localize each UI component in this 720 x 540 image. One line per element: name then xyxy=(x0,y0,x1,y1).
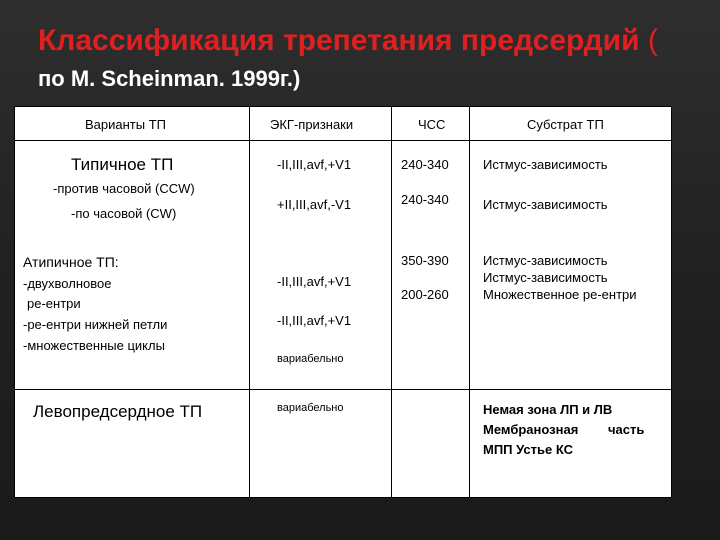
left-atrial-ekg: вариабельно xyxy=(277,402,344,414)
atypical-ekg-3: вариабельно xyxy=(277,353,344,365)
typical-substrate-1: Истмус-зависимость xyxy=(483,157,608,172)
atypical-line-4: -множественные циклы xyxy=(23,338,165,353)
atypical-ekg-2: -II,III,avf,+V1 xyxy=(277,313,352,328)
atypical-ekg-1: -II,III,avf,+V1 xyxy=(277,274,352,289)
column-divider-2 xyxy=(391,107,392,497)
left-atrial-substrate-3: МПП Устье КС xyxy=(483,442,573,457)
typical-substrate-2: Истмус-зависимость xyxy=(483,197,608,212)
header-hr: ЧСС xyxy=(418,117,446,132)
header-substrate: Субстрат ТП xyxy=(527,117,604,132)
left-atrial-substrate-1: Немая зона ЛП и ЛВ xyxy=(483,402,613,417)
typical-name: Типичное ТП xyxy=(71,155,174,174)
title-text: Классификация трепетания предсердий xyxy=(38,24,640,57)
typical-ccw: -против часовой (CCW) xyxy=(53,181,195,196)
slide-title xyxy=(38,24,718,58)
classification-table xyxy=(14,106,672,498)
row-divider xyxy=(15,389,671,390)
header-variants: Варианты ТП xyxy=(85,117,166,132)
typical-hr-2: 240-340 xyxy=(401,192,449,207)
atypical-line-2: ре-ентри xyxy=(27,296,81,311)
column-divider-1 xyxy=(249,107,250,497)
typical-cw: -по часовой (CW) xyxy=(71,206,177,221)
atypical-hr-2: 200-260 xyxy=(401,287,449,302)
atypical-substrate-1: Истмус-зависимость xyxy=(483,253,608,268)
header-divider xyxy=(15,140,671,141)
left-atrial-substrate-2b: часть xyxy=(608,422,645,437)
atypical-line-3: -ре-ентри нижней петли xyxy=(23,317,168,332)
atypical-hr-1: 350-390 xyxy=(401,253,449,268)
slide-subtitle: по M. Scheinman. 1999г.) xyxy=(38,66,301,91)
atypical-substrate-2: Истмус-зависимость xyxy=(483,270,608,285)
atypical-line-1: -двухволновое xyxy=(23,276,112,291)
column-divider-3 xyxy=(469,107,470,497)
typical-ekg-2: +II,III,avf,-V1 xyxy=(277,197,352,212)
typical-hr-1: 240-340 xyxy=(401,157,449,172)
typical-ekg-1: -II,III,avf,+V1 xyxy=(277,157,352,172)
atypical-substrate-3: Множественное ре-ентри xyxy=(483,287,637,302)
atypical-name: Атипичное ТП: xyxy=(23,254,119,270)
left-atrial-name: Левопредсердное ТП xyxy=(33,402,203,421)
title-paren: ( xyxy=(647,24,658,57)
header-ekg: ЭКГ-признаки xyxy=(270,117,354,132)
left-atrial-substrate-2a: Мембранозная xyxy=(483,422,579,437)
